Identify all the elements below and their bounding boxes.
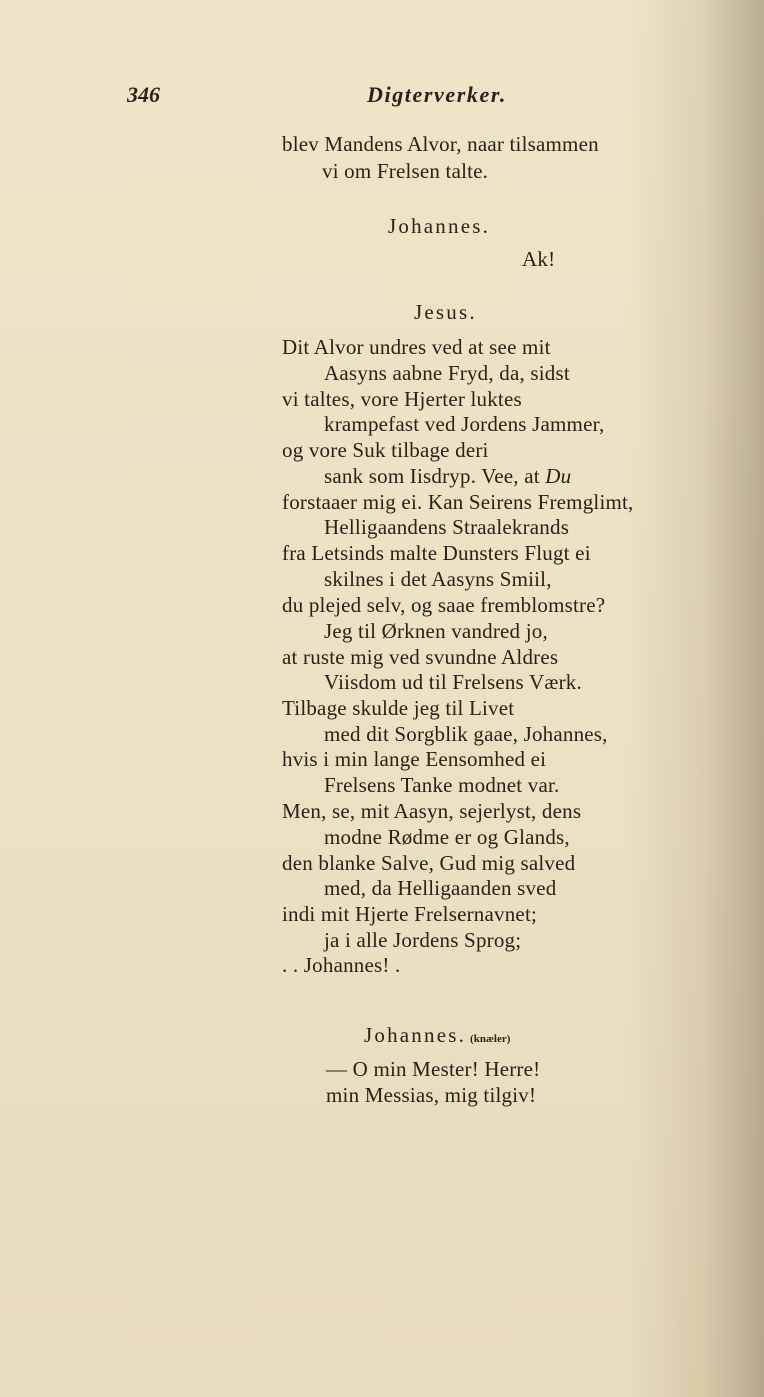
verse-line: med dit Sorgblik gaae, Johannes, bbox=[324, 722, 608, 746]
verse-line: . . Johannes! . bbox=[282, 953, 401, 977]
verse-line: Dit Alvor undres ved at see mit bbox=[282, 335, 551, 359]
speaker-name-with-direction bbox=[364, 1023, 510, 1048]
verse-line: skilnes i det Aasyns Smiil, bbox=[324, 567, 552, 591]
verse-line: Tilbage skulde jeg til Livet bbox=[282, 696, 515, 720]
verse-line: forstaaer mig ei. Kan Seirens Fremglimt, bbox=[282, 490, 634, 514]
verse-line: modne Rødme er og Glands, bbox=[324, 825, 570, 849]
verse-line: du plejed selv, og saae fremblomstre? bbox=[282, 593, 606, 617]
verse-line: Aasyns aabne Fryd, da, sidst bbox=[324, 361, 570, 385]
speaker-name: Johannes. bbox=[364, 1023, 467, 1047]
verse-line: krampefast ved Jordens Jammer, bbox=[324, 412, 605, 436]
verse-line: Jeg til Ørknen vandred jo, bbox=[324, 619, 548, 643]
stage-direction: (knæler) bbox=[470, 1033, 511, 1045]
verse-line: Viisdom ud til Frelsens Værk. bbox=[324, 670, 582, 694]
verse-line: med, da Helligaanden sved bbox=[324, 876, 557, 900]
verse-line: min Messias, mig tilgiv! bbox=[326, 1083, 537, 1107]
verse-line: fra Letsinds malte Dunsters Flugt ei bbox=[282, 541, 591, 565]
verse-line: ja i alle Jordens Sprog; bbox=[324, 928, 522, 952]
emphasized-word: Du bbox=[545, 464, 572, 488]
verse-line: blev Mandens Alvor, naar tilsammen bbox=[282, 132, 599, 156]
speaker-name: Johannes. bbox=[388, 214, 491, 238]
verse-line bbox=[324, 464, 571, 489]
verse-line: Helligaandens Straalekrands bbox=[324, 515, 570, 539]
verse-line: indi mit Hjerte Frelsernavnet; bbox=[282, 902, 538, 926]
verse-line: vi om Frelsen talte. bbox=[322, 159, 489, 183]
verse-line: Frelsens Tanke modnet var. bbox=[324, 773, 560, 797]
verse-line: at ruste mig ved svundne Aldres bbox=[282, 645, 559, 669]
page-number: 346 bbox=[127, 82, 160, 107]
speaker-name: Jesus. bbox=[414, 300, 477, 324]
verse-line: vi taltes, vore Hjerter luktes bbox=[282, 387, 522, 411]
verse-line: — O min Mester! Herre! bbox=[326, 1057, 541, 1081]
verse-line: Men, se, mit Aasyn, sejerlyst, dens bbox=[282, 799, 582, 823]
verse-line: Ak! bbox=[522, 247, 556, 271]
verse-line: og vore Suk tilbage deri bbox=[282, 438, 489, 462]
verse-text: sank som Iisdryp. Vee, at bbox=[324, 464, 540, 488]
running-header: Digterverker. bbox=[367, 82, 507, 107]
verse-line: hvis i min lange Eensomhed ei bbox=[282, 747, 547, 771]
verse-line: den blanke Salve, Gud mig salved bbox=[282, 851, 576, 875]
